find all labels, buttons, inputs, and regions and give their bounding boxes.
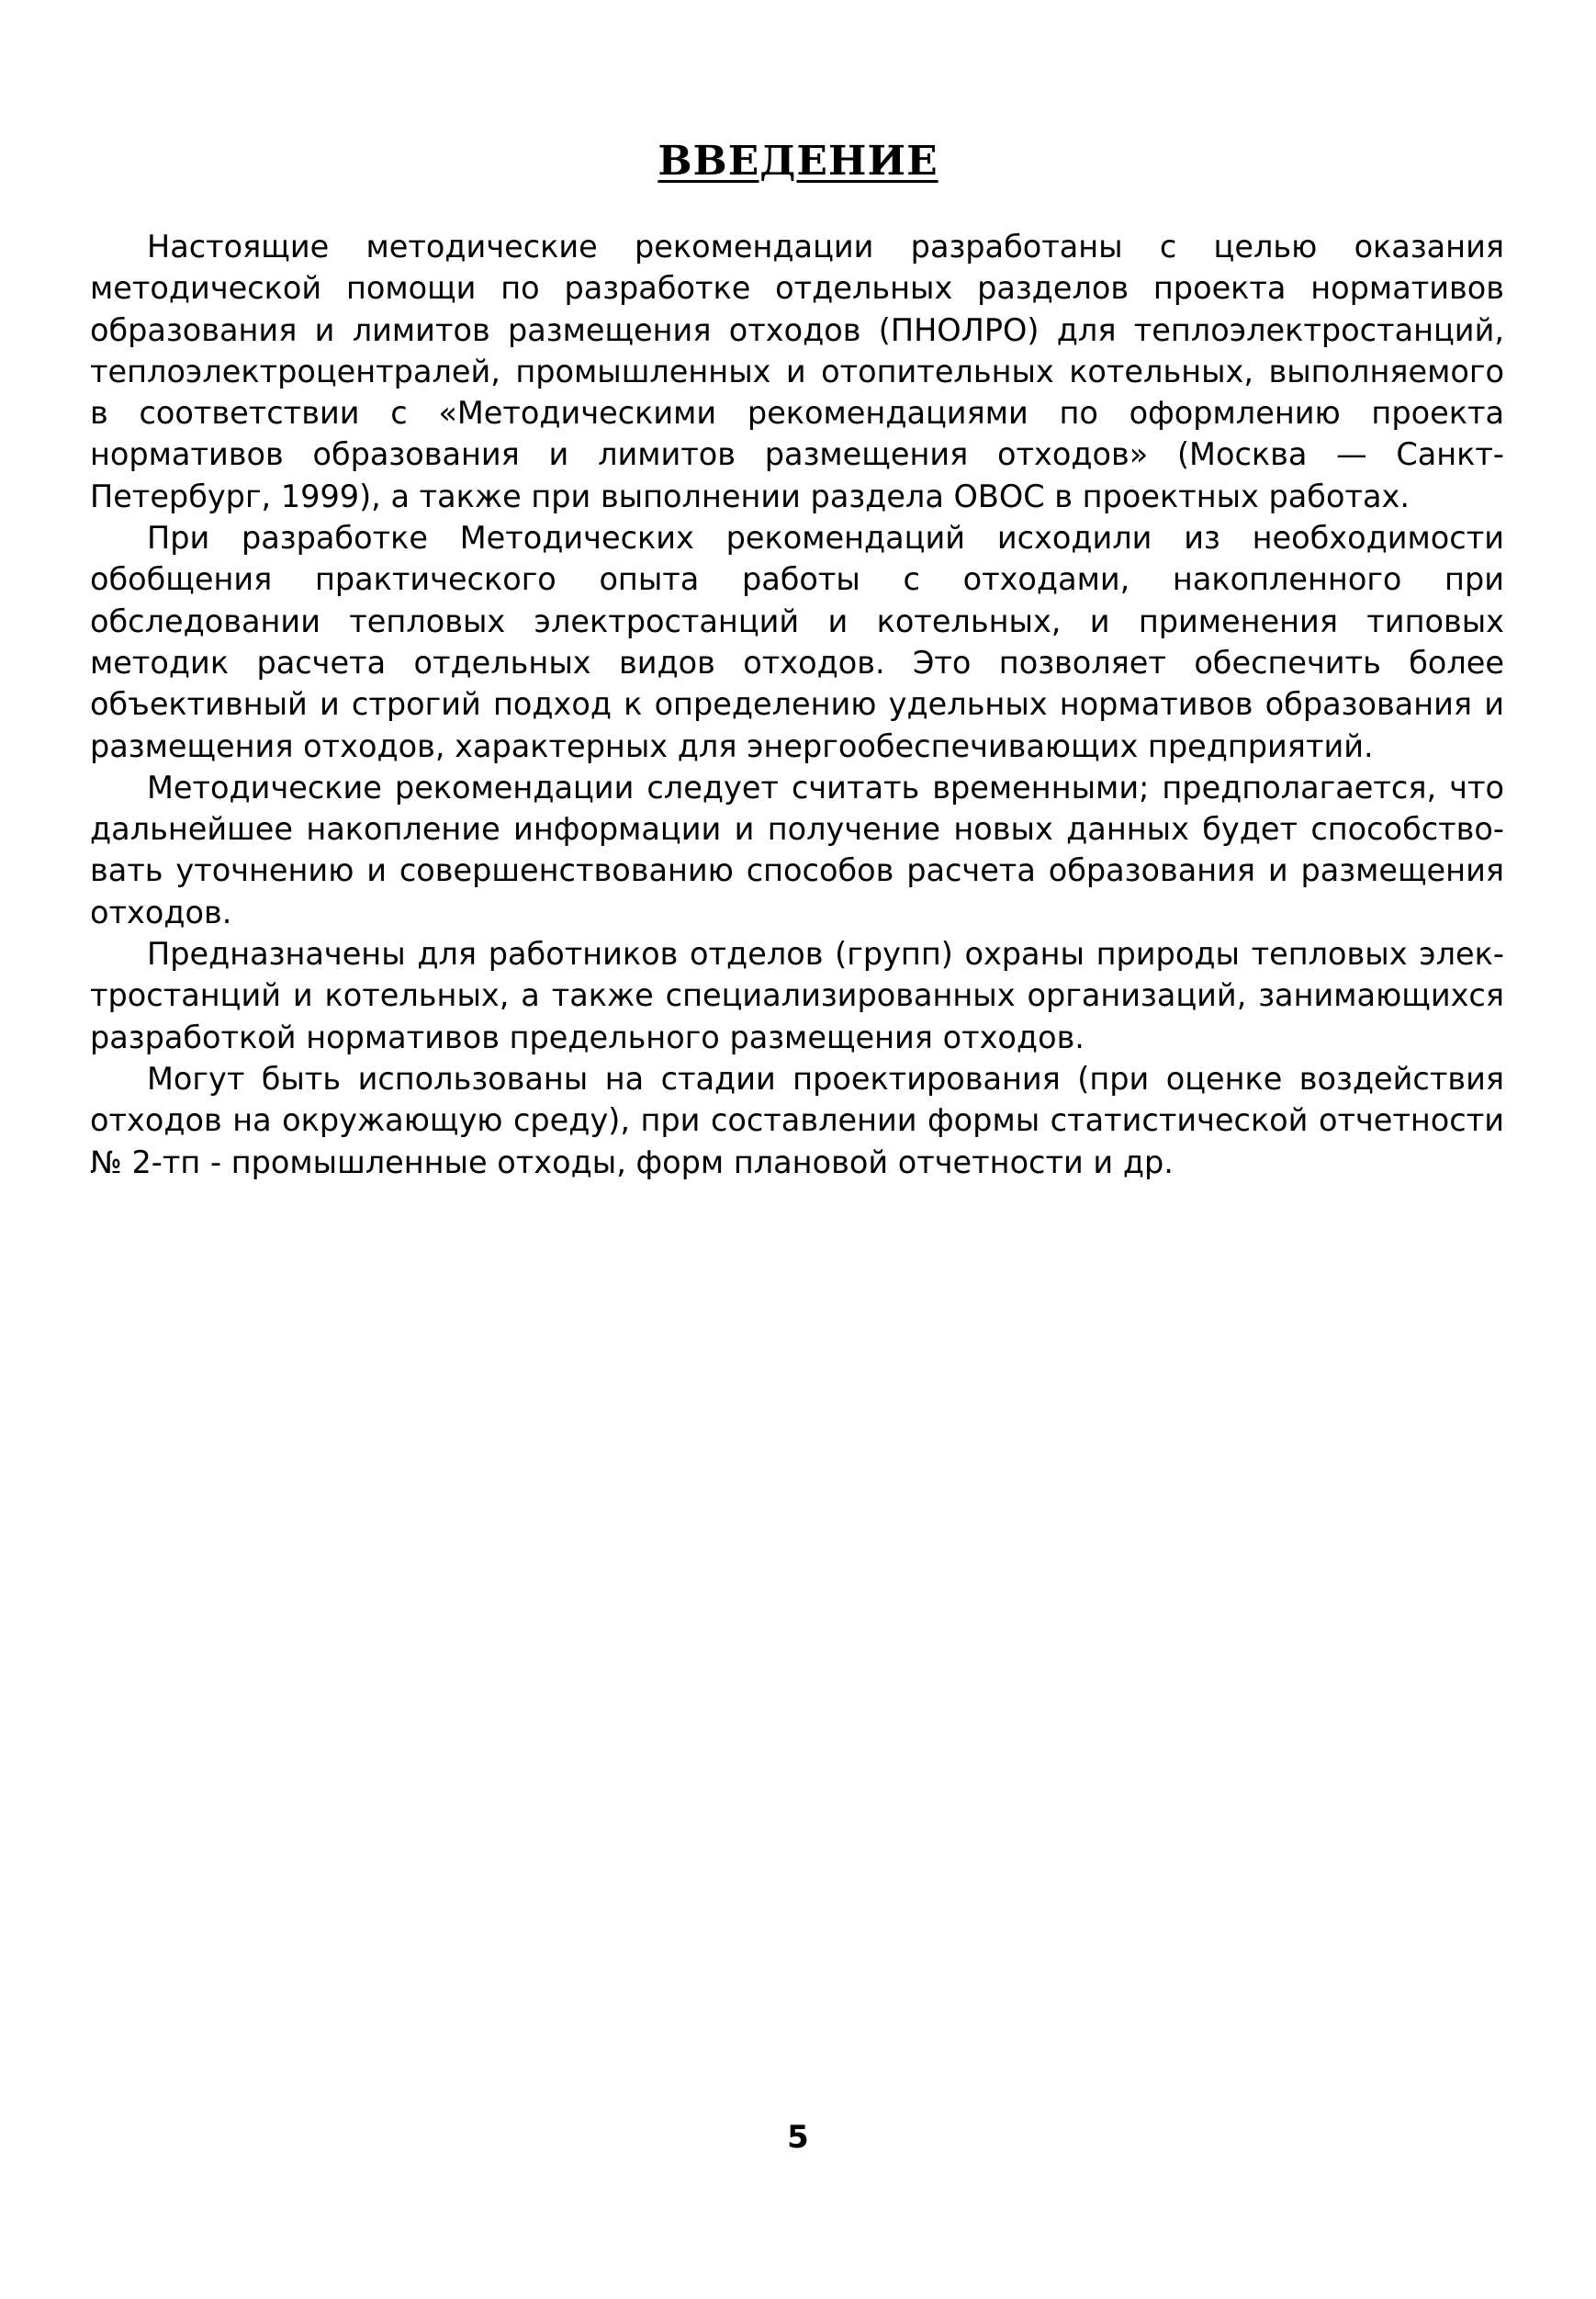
paragraph-basis: При разработке Методических рекомендаций исходили из необходимости обобщения практического опыта работы с отходами, накопленного при обследовании тепловых электростанций и котельных, и применения типовых методик расчета отдельных видов отходов. Это позволяет обеспечить более объективный и строгий подход к определению удельных нормативов образования и размещения отходов, характерных для энергообеспечивающих предприятий. [90, 520, 1504, 764]
page-number: 5 [787, 2119, 809, 2156]
paragraph-usage: Могут быть использованы на стадии проектирования (при оценке воздействия отходов на окружающую среду), при составлении формы статистической отчетности № 2-тп - промышленные отходы, форм плановой отчетности и др. [90, 1060, 1504, 1180]
body-text [90, 226, 1504, 1183]
paragraph-temporary-status: Методические рекомендации следует считать временными; предполагается, что дальнейшее накопление информации и получение новых данных будет способствовать уточнению и совершенствованию способов расчета образования и размещения отходов. [90, 769, 1504, 930]
paragraph-purpose: Настоящие методические рекомендации разработаны с целью оказания методической помощи по разработке отдельных разделов проекта нормативов образования и лимитов размещения отходов (ПНОЛРО) для теплоэлектростанций, теплоэлектроцентралей, промышленных и отопительных котельных, выполняемого в соответствии с «Методическими рекомендациями по оформлению проекта нормативов образования и лимитов размещения отходов» (Москва — Санкт-Петербург, 1999), а также при выполнении раздела ОВОС в проектных работах. [90, 229, 1504, 514]
page-title: ВВЕДЕНИЕ [658, 138, 938, 185]
paragraph-audience: Предназначены для работников отделов (групп) охраны природы тепловых электростанций и котельных, а также специализированных организаций, занимающихся разработкой нормативов предельного размещения отходов. [90, 936, 1504, 1055]
